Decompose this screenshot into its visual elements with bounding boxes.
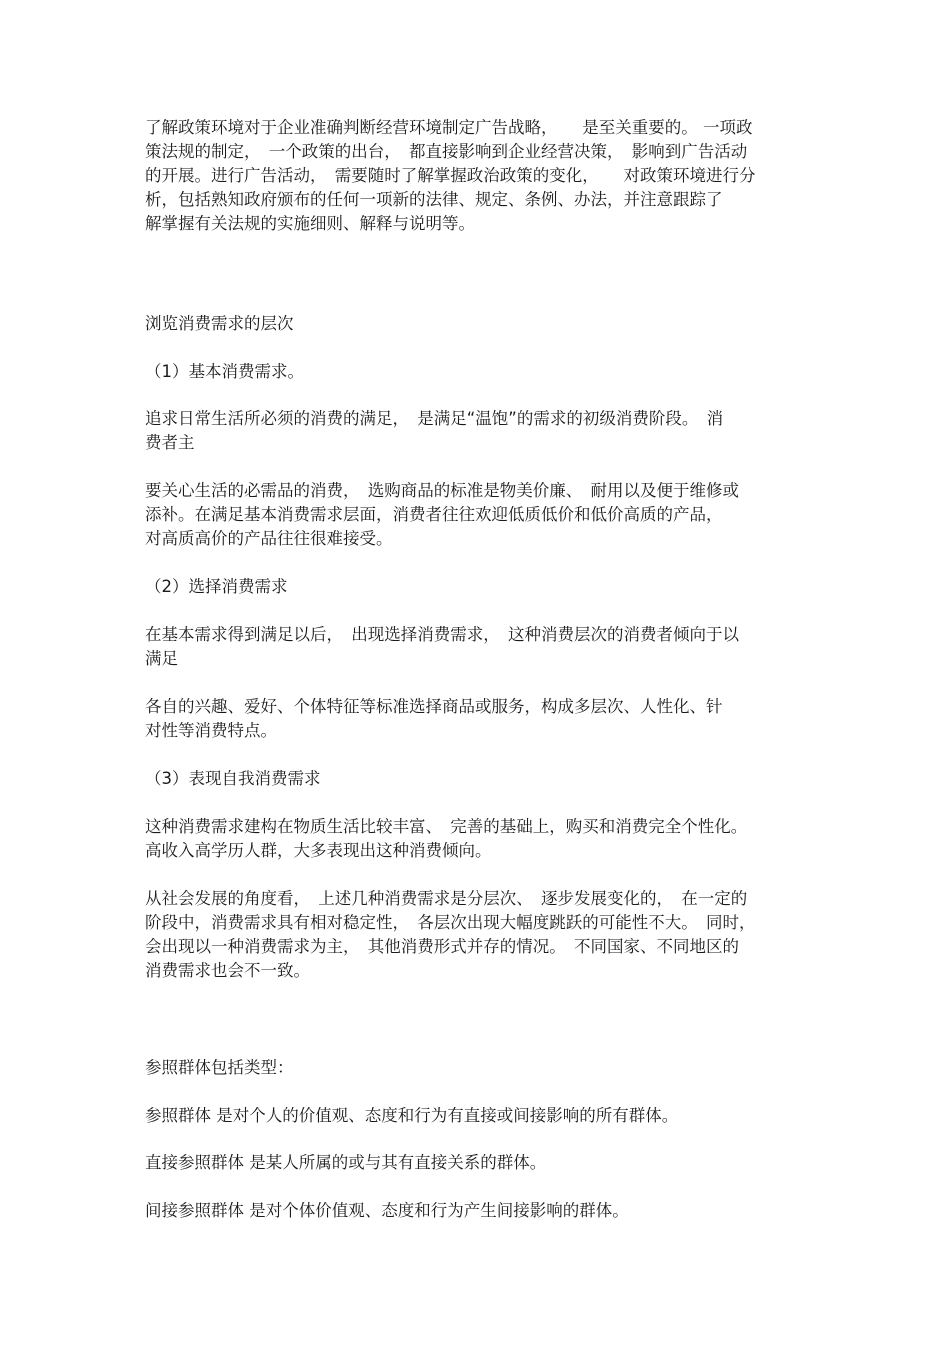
basic-need-line: 费者主: [145, 433, 195, 452]
summary-line: 从社会发展的角度看， 上述几种消费需求是分层次、 逐步发展变化的， 在一定的: [145, 889, 748, 908]
section-heading-consumption: 浏览消费需求的层次: [145, 314, 294, 333]
basic-need-line: 添补。在满足基本消费需求层面，消费者往往欢迎低质低价和低价高质的产品，: [145, 505, 723, 524]
intro-line: 了解政策环境对于企业准确判断经营环境制定广告战略， 是至关重要的。 一项政: [145, 118, 753, 137]
basic-need-line: 追求日常生活所必须的消费的满足， 是满足“温饱”的需求的初级消费阶段。 消: [145, 409, 724, 428]
self-need-title: （3）表现自我消费需求: [145, 769, 321, 788]
self-need-line: 这种消费需求建构在物质生活比较丰富、 完善的基础上，购买和消费完全个性化。: [145, 817, 748, 836]
intro-line: 的开展。进行广告活动， 需要随时了解掌握政治政策的变化， 对政策环境进行分: [145, 166, 756, 185]
reference-item: 间接参照群体 是对个体价值观、态度和行为产生间接影响的群体。: [145, 1201, 629, 1220]
summary-line: 阶段中，消费需求具有相对稳定性， 各层次出现大幅度跳跃的可能性不大。 同时，: [145, 913, 756, 932]
basic-need-line: 要关心生活的必需品的消费， 选购商品的标准是物美价廉、 耐用以及便于维修或: [145, 481, 739, 500]
intro-line: 析，包括熟知政府颁布的任何一项新的法律、规定、条例、办法，并注意跟踪了: [145, 190, 723, 209]
intro-line: 解掌握有关法规的实施细则、解释与说明等。: [145, 214, 475, 233]
choice-need-title: （2）选择消费需求: [145, 577, 288, 596]
self-need-line: 高收入高学历人群，大多表现出这种消费倾向。: [145, 841, 492, 860]
choice-need-line: 满足: [145, 649, 178, 668]
summary-line: 会出现以一种消费需求为主， 其他消费形式并存的情况。 不同国家、不同地区的: [145, 937, 739, 956]
choice-need-line: 对性等消费特点。: [145, 721, 277, 740]
choice-need-line: 各自的兴趣、爱好、个体特征等标准选择商品或服务，构成多层次、人性化、针: [145, 697, 723, 716]
summary-line: 消费需求也会不一致。: [145, 961, 310, 980]
section-heading-reference: 参照群体包括类型：: [145, 1058, 294, 1077]
basic-need-line: 对高质高价的产品往往很难接受。: [145, 529, 393, 548]
intro-line: 策法规的制定， 一个政策的出台， 都直接影响到企业经营决策， 影响到广告活动: [145, 142, 748, 161]
choice-need-line: 在基本需求得到满足以后， 出现选择消费需求， 这种消费层次的消费者倾向于以: [145, 625, 739, 644]
reference-item: 直接参照群体 是某人所属的或与其有直接关系的群体。: [145, 1153, 547, 1172]
basic-need-title: （1）基本消费需求。: [145, 362, 304, 381]
reference-item: 参照群体 是对个人的价值观、态度和行为有直接或间接影响的所有群体。: [145, 1106, 679, 1125]
